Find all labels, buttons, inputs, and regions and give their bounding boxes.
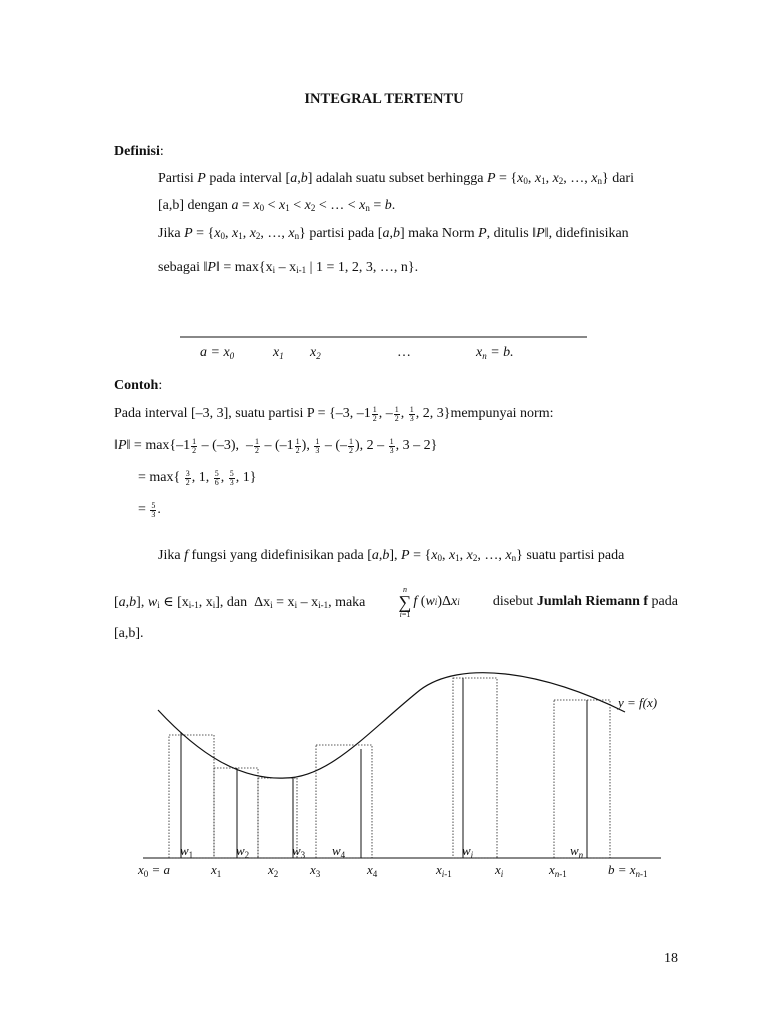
contoh-heading: Contoh: <box>114 378 163 393</box>
contoh-line-3: = max{ $\frac{3}{2}$ , 1, $\frac{5}{6}$ , $\frac{5}{3}$ , 1} <box>138 469 257 487</box>
number-line-label-a: $a = x_0$ <box>200 345 235 361</box>
w-label-i: $w_i$ <box>462 843 474 860</box>
riemann-line-3: [a,b]. <box>114 626 144 641</box>
contoh-line-1: Pada interval [–3, 3], suatu partisi P = {–3, –1 $\frac{1}{2}$ , – $\frac{1}{2}$ , $\frac{1}{3}$ , 2, 3}mempunyai norm: <box>114 405 554 423</box>
definisi-heading: Definisi: <box>114 144 164 159</box>
definisi-line-4: sebagai ‖P‖ = $\max\{x_i - x_{i-1}$ | 1 = 1, 2, 3, …, n}. <box>158 260 419 275</box>
number-line-label-x1: $x_1$ <box>273 345 284 361</box>
number-line-label-dots: … <box>397 345 411 360</box>
number-line-label-b: $x_n = b$. <box>476 345 514 361</box>
definisi-line-3: Jika $P = \{x_0$, $x_1$, $x_2$, …, $x_n$} partisi pada [a,b] maka Norm P, ditulis ‖P‖, didefinisikan <box>158 226 629 241</box>
x-label-b: $b = x_n-1$ <box>608 862 648 879</box>
x-label-2: $x_2$ <box>268 862 279 879</box>
sigma-expression: n ∑ i=1 f ( w i )Δ x i <box>398 585 460 619</box>
contoh-line-4: = $\frac{5}{3}$ . <box>138 501 161 519</box>
riemann-figure <box>0 660 768 890</box>
x-label-1: $x_1$ <box>211 862 222 879</box>
page-number: 18 <box>664 951 678 966</box>
riemann-rect-i <box>453 678 497 858</box>
contoh-line-2: ‖P‖ = max{–1 $\frac{1}{2}$ – (–3), – $\frac{1}{2}$ – (–1 $\frac{1}{2}$ ), $\frac{1}{3}$ – (– $\frac{1}{2}$ ), 2 – $\frac{1}{3}$ , 3 – 2} <box>114 437 438 455</box>
curve-label: y = f(x) <box>618 695 658 710</box>
riemann-line-2: [a,b], $w_i$ ∈ [$x_{i-1}$, $x_i$], dan $\Delta x_i = x_i - x_{i-1}$, maka n ∑ i=1 f ( w i )Δ x i disebut Jumlah Riemann f pada <box>114 585 678 619</box>
x-label-n-1: $x_n-1$ <box>549 862 567 879</box>
x-label-i: $x_i$ <box>495 862 504 879</box>
number-line <box>0 320 768 370</box>
w-label-1: $w_1$ <box>180 843 194 860</box>
riemann-rect-4 <box>316 745 372 858</box>
w-label-4: $w_4$ <box>332 843 346 860</box>
definisi-line-2: [a,b] dengan $a = x_0 < x_1 < x_2$ < … < $x_n = b$. <box>158 198 396 213</box>
x-label-4: $x_4$ <box>367 862 378 879</box>
w-label-2: $w_2$ <box>236 843 250 860</box>
w-label-3: $w_3$ <box>292 843 306 860</box>
w-label-n: $w_n$ <box>570 843 584 860</box>
riemann-line-1: Jika f fungsi yang didefinisikan pada [a,b], $P = \{x_0$, $x_1$, $x_2$, …, $x_n$} suatu partisi pada <box>158 548 625 563</box>
x-label-0: $x_0 = a$ <box>138 862 171 879</box>
definisi-line-1: Partisi P pada interval [a,b] adalah suatu subset berhingga $P = \{x_0$, $x_1$, $x_2$, …, $x_n$} dari <box>158 171 634 186</box>
function-curve <box>158 673 625 778</box>
x-label-3: $x_3$ <box>310 862 321 879</box>
page-title: INTEGRAL TERTENTU <box>304 91 464 107</box>
number-line-label-x2: $x_2$ <box>310 345 321 361</box>
x-label-i-1: $x_i-1$ <box>436 862 452 879</box>
riemann-rect-n <box>554 700 610 858</box>
